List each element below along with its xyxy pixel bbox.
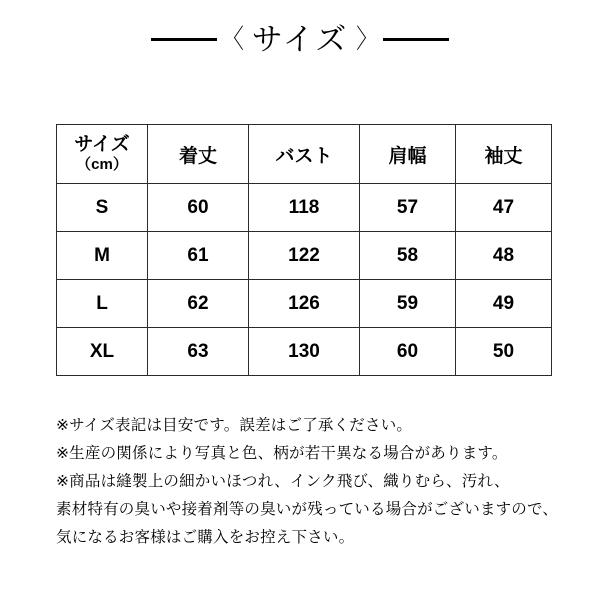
- column-header-size-label: サイズ: [74, 134, 130, 156]
- cell-sleeve: 48: [456, 232, 552, 280]
- cell-size: S: [57, 184, 148, 232]
- note-line: ※商品は縫製上の細かいほつれ、インク飛び、織りむら、汚れ、: [56, 473, 510, 490]
- note-line: 気になるお客様はご購入をお控え下さい。: [56, 529, 355, 546]
- column-header-shoulder: 肩幅: [360, 125, 456, 184]
- cell-bust: 122: [249, 232, 360, 280]
- title-rule-left: [151, 38, 217, 41]
- size-table-wrapper: [56, 124, 546, 376]
- title-rule-right: [383, 38, 449, 41]
- note-line: ※サイズ表記は目安です。誤差はご了承ください。: [56, 417, 413, 434]
- cell-shoulder: 60: [360, 328, 456, 376]
- cell-size: M: [57, 232, 148, 280]
- column-header-size-unit: （cm）: [76, 156, 128, 174]
- size-table-body: [57, 184, 552, 376]
- cell-sleeve: 50: [456, 328, 552, 376]
- size-table-header: [57, 125, 552, 184]
- table-row: [57, 232, 552, 280]
- cell-length: 61: [148, 232, 249, 280]
- cell-length: 63: [148, 328, 249, 376]
- chevron-right-icon: 〉: [356, 25, 378, 54]
- column-header-length: 着丈: [148, 125, 249, 184]
- cell-shoulder: 58: [360, 232, 456, 280]
- cell-bust: 126: [249, 280, 360, 328]
- cell-shoulder: 59: [360, 280, 456, 328]
- column-header-bust: バスト: [249, 125, 360, 184]
- table-header-row: [57, 125, 552, 184]
- cell-shoulder: 57: [360, 184, 456, 232]
- cell-sleeve: 47: [456, 184, 552, 232]
- table-row: [57, 328, 552, 376]
- column-header-sleeve: 袖丈: [456, 125, 552, 184]
- cell-sleeve: 49: [456, 280, 552, 328]
- page-title: [0, 24, 600, 55]
- notes-section: [56, 412, 559, 552]
- cell-bust: 118: [249, 184, 360, 232]
- table-row: [57, 280, 552, 328]
- page-title-text: サイズ: [251, 22, 349, 57]
- cell-bust: 130: [249, 328, 360, 376]
- chevron-left-icon: 〈: [222, 25, 244, 54]
- cell-length: 60: [148, 184, 249, 232]
- cell-size: L: [57, 280, 148, 328]
- note-line: 素材特有の臭いや接着剤等の臭いが残っている場合がございますので、: [56, 501, 559, 518]
- cell-length: 62: [148, 280, 249, 328]
- cell-size: XL: [57, 328, 148, 376]
- table-row: [57, 184, 552, 232]
- size-table: [56, 124, 552, 376]
- column-header-size: [57, 125, 148, 184]
- note-line: ※生産の関係により写真と色、柄が若干異なる場合があります。: [56, 445, 508, 462]
